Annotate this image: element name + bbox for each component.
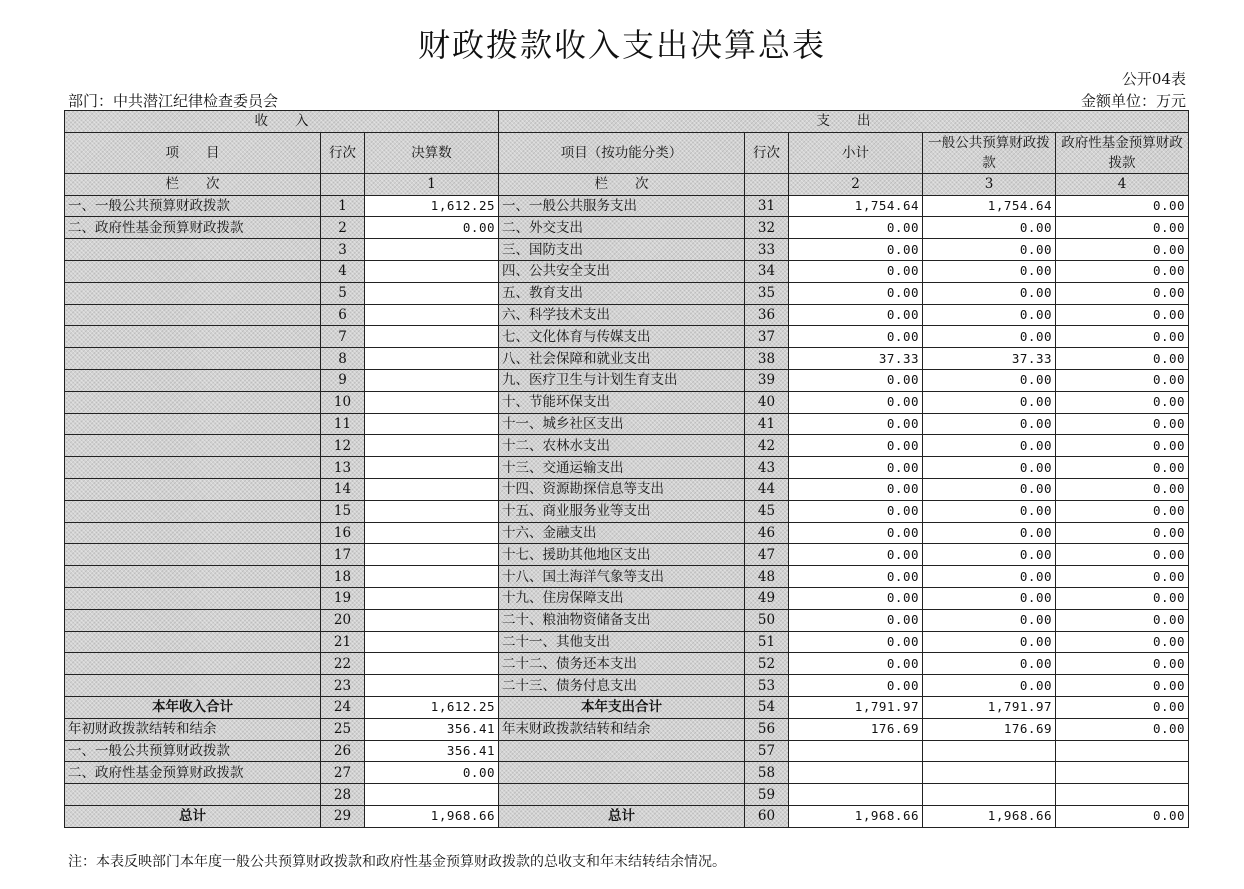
income-item-cell xyxy=(65,239,321,261)
general-budget-cell: 0.00 xyxy=(923,566,1056,588)
general-budget-cell: 176.69 xyxy=(923,718,1056,740)
general-budget-cell: 0.00 xyxy=(923,609,1056,631)
gov-fund-cell: 0.00 xyxy=(1056,653,1189,675)
income-amount-cell xyxy=(365,348,499,370)
expense-item-cell: 六、科学技术支出 xyxy=(499,304,745,326)
table-row xyxy=(65,587,1189,609)
subtotal-cell: 0.00 xyxy=(789,653,923,675)
income-amount-cell xyxy=(365,478,499,500)
table-row xyxy=(65,369,1189,391)
table-row xyxy=(65,784,1189,806)
table-row xyxy=(65,260,1189,282)
gov-fund-cell: 0.00 xyxy=(1056,457,1189,479)
gov-fund-cell: 0.00 xyxy=(1056,260,1189,282)
general-budget-cell: 0.00 xyxy=(923,260,1056,282)
income-item-cell xyxy=(65,609,321,631)
income-amount-cell xyxy=(365,653,499,675)
income-line-no-cell: 15 xyxy=(321,500,365,522)
expense-line-no-cell: 31 xyxy=(745,195,789,217)
expense-item-cell: 十一、城乡社区支出 xyxy=(499,413,745,435)
column-index-4: 4 xyxy=(1056,173,1189,195)
expense-line-no-cell: 34 xyxy=(745,260,789,282)
general-budget-cell: 0.00 xyxy=(923,239,1056,261)
table-row xyxy=(65,478,1189,500)
subtotal-cell: 0.00 xyxy=(789,391,923,413)
table-row xyxy=(65,435,1189,457)
expense-line-no-cell: 49 xyxy=(745,587,789,609)
income-item-cell xyxy=(65,326,321,348)
income-line-no-cell: 25 xyxy=(321,718,365,740)
gov-fund-cell: 0.00 xyxy=(1056,326,1189,348)
general-budget-cell: 0.00 xyxy=(923,326,1056,348)
income-amount-cell xyxy=(365,784,499,806)
income-amount-cell: 1,612.25 xyxy=(365,696,499,718)
gov-fund-cell: 0.00 xyxy=(1056,500,1189,522)
income-section-header: 收 入 xyxy=(65,111,499,133)
subtotal-cell: 1,754.64 xyxy=(789,195,923,217)
income-amount-cell: 0.00 xyxy=(365,217,499,239)
subtotal-cell: 0.00 xyxy=(789,413,923,435)
income-line-no-cell: 20 xyxy=(321,609,365,631)
gov-fund-cell xyxy=(1056,740,1189,762)
column-header-row xyxy=(65,132,1189,173)
subtotal-cell xyxy=(789,740,923,762)
general-budget-cell: 0.00 xyxy=(923,435,1056,457)
final-amount-header: 决算数 xyxy=(365,132,499,173)
expense-line-no-cell: 54 xyxy=(745,696,789,718)
income-amount-cell xyxy=(365,500,499,522)
general-budget-cell: 0.00 xyxy=(923,457,1056,479)
income-amount-cell xyxy=(365,239,499,261)
general-budget-cell: 1,791.97 xyxy=(923,696,1056,718)
general-budget-cell: 0.00 xyxy=(923,391,1056,413)
income-item-cell xyxy=(65,587,321,609)
income-amount-cell xyxy=(365,391,499,413)
income-amount-cell xyxy=(365,675,499,697)
table-row xyxy=(65,348,1189,370)
subtotal-cell: 0.00 xyxy=(789,500,923,522)
expense-item-cell: 年末财政拨款结转和结余 xyxy=(499,718,745,740)
table-row xyxy=(65,457,1189,479)
income-line-no-cell: 5 xyxy=(321,282,365,304)
table-row xyxy=(65,391,1189,413)
expense-line-no-cell: 35 xyxy=(745,282,789,304)
subtotal-cell: 0.00 xyxy=(789,260,923,282)
income-line-no-cell: 14 xyxy=(321,478,365,500)
income-item-cell: 本年收入合计 xyxy=(65,696,321,718)
column-row-label: 栏 次 xyxy=(65,173,321,195)
expense-line-no-cell: 59 xyxy=(745,784,789,806)
income-item-header: 项 目 xyxy=(65,132,321,173)
gov-fund-cell: 0.00 xyxy=(1056,566,1189,588)
income-item-cell xyxy=(65,304,321,326)
income-amount-cell xyxy=(365,457,499,479)
expense-line-no-cell: 41 xyxy=(745,413,789,435)
income-amount-cell xyxy=(365,304,499,326)
table-row xyxy=(65,544,1189,566)
general-budget-cell: 0.00 xyxy=(923,413,1056,435)
general-budget-cell: 0.00 xyxy=(923,304,1056,326)
income-amount-cell: 1,612.25 xyxy=(365,195,499,217)
income-item-cell xyxy=(65,457,321,479)
subtotal-cell: 0.00 xyxy=(789,478,923,500)
expense-line-no-cell: 38 xyxy=(745,348,789,370)
income-item-cell: 总计 xyxy=(65,805,321,827)
column-row-label-expense: 栏 次 xyxy=(499,173,745,195)
general-budget-cell: 0.00 xyxy=(923,631,1056,653)
subtotal-cell: 0.00 xyxy=(789,304,923,326)
income-line-no-cell: 13 xyxy=(321,457,365,479)
fiscal-appropriation-table xyxy=(64,110,1189,828)
gov-fund-cell: 0.00 xyxy=(1056,522,1189,544)
expense-line-no-cell: 47 xyxy=(745,544,789,566)
gov-fund-cell: 0.00 xyxy=(1056,675,1189,697)
general-budget-cell: 0.00 xyxy=(923,500,1056,522)
footnote: 注：本表反映部门本年度一般公共预算财政拨款和政府性基金预算财政拨款的总收支和年末结转结余情况。 xyxy=(68,854,726,870)
column-index-row xyxy=(65,173,1189,195)
table-row xyxy=(65,304,1189,326)
expense-item-cell: 二、外交支出 xyxy=(499,217,745,239)
general-budget-cell: 0.00 xyxy=(923,522,1056,544)
gov-fund-header: 政府性基金预算财政拨款 xyxy=(1056,132,1189,173)
table-row xyxy=(65,566,1189,588)
general-budget-cell: 0.00 xyxy=(923,478,1056,500)
income-amount-cell: 356.41 xyxy=(365,740,499,762)
gov-fund-cell: 0.00 xyxy=(1056,239,1189,261)
income-line-no-cell: 27 xyxy=(321,762,365,784)
general-budget-cell: 1,968.66 xyxy=(923,805,1056,827)
gov-fund-cell xyxy=(1056,762,1189,784)
general-budget-header: 一般公共预算财政拨款 xyxy=(923,132,1056,173)
expense-line-no-cell: 36 xyxy=(745,304,789,326)
income-amount-cell xyxy=(365,566,499,588)
gov-fund-cell: 0.00 xyxy=(1056,544,1189,566)
table-row xyxy=(65,326,1189,348)
income-amount-cell xyxy=(365,609,499,631)
expense-section-header: 支 出 xyxy=(499,111,1189,133)
subtotal-cell: 0.00 xyxy=(789,457,923,479)
expense-item-cell: 五、教育支出 xyxy=(499,282,745,304)
gov-fund-cell: 0.00 xyxy=(1056,369,1189,391)
subtotal-cell: 0.00 xyxy=(789,239,923,261)
income-amount-cell xyxy=(365,587,499,609)
general-budget-cell xyxy=(923,740,1056,762)
expense-item-cell: 一、一般公共服务支出 xyxy=(499,195,745,217)
income-line-no-cell: 16 xyxy=(321,522,365,544)
expense-line-no-cell: 39 xyxy=(745,369,789,391)
general-budget-cell: 0.00 xyxy=(923,653,1056,675)
expense-item-cell: 二十一、其他支出 xyxy=(499,631,745,653)
subtotal-cell: 0.00 xyxy=(789,587,923,609)
expense-item-cell: 十六、金融支出 xyxy=(499,522,745,544)
gov-fund-cell: 0.00 xyxy=(1056,587,1189,609)
income-item-cell xyxy=(65,566,321,588)
income-line-no-cell: 18 xyxy=(321,566,365,588)
expense-line-no-cell: 53 xyxy=(745,675,789,697)
income-line-no-cell: 29 xyxy=(321,805,365,827)
expense-item-cell: 二十、粮油物资储备支出 xyxy=(499,609,745,631)
subtotal-cell: 0.00 xyxy=(789,544,923,566)
income-amount-cell xyxy=(365,282,499,304)
income-item-cell xyxy=(65,675,321,697)
general-budget-cell: 1,754.64 xyxy=(923,195,1056,217)
expense-line-no-cell: 40 xyxy=(745,391,789,413)
general-budget-cell: 0.00 xyxy=(923,282,1056,304)
income-amount-cell xyxy=(365,369,499,391)
income-amount-cell xyxy=(365,260,499,282)
expense-item-cell: 十二、农林水支出 xyxy=(499,435,745,457)
subtotal-cell: 0.00 xyxy=(789,631,923,653)
income-item-cell xyxy=(65,282,321,304)
income-item-cell xyxy=(65,478,321,500)
income-amount-cell: 0.00 xyxy=(365,762,499,784)
income-amount-cell xyxy=(365,544,499,566)
gov-fund-cell: 0.00 xyxy=(1056,478,1189,500)
expense-item-cell xyxy=(499,740,745,762)
expense-line-no-cell: 60 xyxy=(745,805,789,827)
subtotal-cell: 0.00 xyxy=(789,282,923,304)
income-line-no-cell: 8 xyxy=(321,348,365,370)
expense-item-cell: 十七、援助其他地区支出 xyxy=(499,544,745,566)
expense-item-header: 项目（按功能分类） xyxy=(499,132,745,173)
income-line-no-header: 行次 xyxy=(321,132,365,173)
income-line-no-cell: 7 xyxy=(321,326,365,348)
expense-item-cell xyxy=(499,784,745,806)
income-item-cell xyxy=(65,369,321,391)
expense-line-no-header: 行次 xyxy=(745,132,789,173)
income-line-no-cell: 10 xyxy=(321,391,365,413)
subtotal-cell: 0.00 xyxy=(789,369,923,391)
section-header-row xyxy=(65,111,1189,133)
expense-item-cell: 二十二、债务还本支出 xyxy=(499,653,745,675)
gov-fund-cell: 0.00 xyxy=(1056,631,1189,653)
gov-fund-cell: 0.00 xyxy=(1056,435,1189,457)
income-line-no-cell: 23 xyxy=(321,675,365,697)
income-line-no-cell: 12 xyxy=(321,435,365,457)
column-index-3: 3 xyxy=(923,173,1056,195)
general-budget-cell: 0.00 xyxy=(923,587,1056,609)
gov-fund-cell: 0.00 xyxy=(1056,391,1189,413)
page-title: 财政拨款收入支出决算总表 xyxy=(417,26,826,64)
expense-line-no-cell: 43 xyxy=(745,457,789,479)
income-item-cell xyxy=(65,500,321,522)
empty-cell xyxy=(321,173,365,195)
table-row xyxy=(65,718,1189,740)
expense-line-no-cell: 44 xyxy=(745,478,789,500)
income-item-cell xyxy=(65,522,321,544)
table-row xyxy=(65,675,1189,697)
expense-item-cell: 七、文化体育与传媒支出 xyxy=(499,326,745,348)
income-item-cell xyxy=(65,435,321,457)
income-line-no-cell: 28 xyxy=(321,784,365,806)
expense-line-no-cell: 32 xyxy=(745,217,789,239)
income-line-no-cell: 17 xyxy=(321,544,365,566)
income-item-cell xyxy=(65,544,321,566)
subtotal-cell: 1,968.66 xyxy=(789,805,923,827)
table-row xyxy=(65,653,1189,675)
column-index-1: 1 xyxy=(365,173,499,195)
expense-line-no-cell: 45 xyxy=(745,500,789,522)
table-row xyxy=(65,522,1189,544)
expense-item-cell: 十三、交通运输支出 xyxy=(499,457,745,479)
gov-fund-cell: 0.00 xyxy=(1056,413,1189,435)
subtotal-cell: 0.00 xyxy=(789,217,923,239)
column-index-2: 2 xyxy=(789,173,923,195)
general-budget-cell: 37.33 xyxy=(923,348,1056,370)
income-amount-cell xyxy=(365,522,499,544)
income-line-no-cell: 6 xyxy=(321,304,365,326)
expense-line-no-cell: 33 xyxy=(745,239,789,261)
subtotal-cell: 1,791.97 xyxy=(789,696,923,718)
income-amount-cell xyxy=(365,413,499,435)
table-row xyxy=(65,413,1189,435)
income-amount-cell xyxy=(365,326,499,348)
gov-fund-cell xyxy=(1056,784,1189,806)
income-item-cell xyxy=(65,784,321,806)
table-row xyxy=(65,609,1189,631)
income-line-no-cell: 26 xyxy=(321,740,365,762)
subtotal-cell: 0.00 xyxy=(789,566,923,588)
subtotal-cell: 0.00 xyxy=(789,326,923,348)
income-amount-cell xyxy=(365,435,499,457)
gov-fund-cell: 0.00 xyxy=(1056,348,1189,370)
expense-item-cell: 四、公共安全支出 xyxy=(499,260,745,282)
table-row xyxy=(65,762,1189,784)
table-row xyxy=(65,631,1189,653)
expense-item-cell: 八、社会保障和就业支出 xyxy=(499,348,745,370)
department-label: 部门：中共潜江纪律检查委员会 xyxy=(68,92,279,110)
subtotal-cell: 0.00 xyxy=(789,675,923,697)
table-row xyxy=(65,217,1189,239)
expense-line-no-cell: 50 xyxy=(745,609,789,631)
table-row xyxy=(65,195,1189,217)
expense-line-no-cell: 51 xyxy=(745,631,789,653)
general-budget-cell xyxy=(923,762,1056,784)
amount-unit-label: 金额单位：万元 xyxy=(1080,92,1186,110)
table-row xyxy=(65,239,1189,261)
income-item-cell xyxy=(65,348,321,370)
expense-item-cell: 十四、资源勘探信息等支出 xyxy=(499,478,745,500)
income-item-cell: 一、一般公共预算财政拨款 xyxy=(65,195,321,217)
income-line-no-cell: 21 xyxy=(321,631,365,653)
income-line-no-cell: 2 xyxy=(321,217,365,239)
form-number: 公开04表 xyxy=(1121,70,1186,88)
income-item-cell xyxy=(65,391,321,413)
expense-line-no-cell: 58 xyxy=(745,762,789,784)
income-line-no-cell: 4 xyxy=(321,260,365,282)
gov-fund-cell: 0.00 xyxy=(1056,805,1189,827)
income-item-cell: 二、政府性基金预算财政拨款 xyxy=(65,762,321,784)
income-amount-cell xyxy=(365,631,499,653)
subtotal-cell: 0.00 xyxy=(789,609,923,631)
income-line-no-cell: 1 xyxy=(321,195,365,217)
subtotal-cell xyxy=(789,762,923,784)
expense-line-no-cell: 42 xyxy=(745,435,789,457)
gov-fund-cell: 0.00 xyxy=(1056,696,1189,718)
expense-item-cell: 二十三、债务付息支出 xyxy=(499,675,745,697)
expense-item-cell: 十、节能环保支出 xyxy=(499,391,745,413)
gov-fund-cell: 0.00 xyxy=(1056,195,1189,217)
table-row xyxy=(65,282,1189,304)
income-line-no-cell: 22 xyxy=(321,653,365,675)
income-amount-cell: 1,968.66 xyxy=(365,805,499,827)
general-budget-cell xyxy=(923,784,1056,806)
expense-line-no-cell: 37 xyxy=(745,326,789,348)
gov-fund-cell: 0.00 xyxy=(1056,718,1189,740)
income-line-no-cell: 3 xyxy=(321,239,365,261)
expense-line-no-cell: 46 xyxy=(745,522,789,544)
subtotal-cell: 0.00 xyxy=(789,435,923,457)
income-item-cell xyxy=(65,653,321,675)
subtotal-cell: 0.00 xyxy=(789,522,923,544)
income-amount-cell: 356.41 xyxy=(365,718,499,740)
general-budget-cell: 0.00 xyxy=(923,217,1056,239)
expense-line-no-cell: 56 xyxy=(745,718,789,740)
income-line-no-cell: 19 xyxy=(321,587,365,609)
income-line-no-cell: 11 xyxy=(321,413,365,435)
table-row xyxy=(65,500,1189,522)
income-line-no-cell: 24 xyxy=(321,696,365,718)
subtotal-header: 小计 xyxy=(789,132,923,173)
table-row xyxy=(65,740,1189,762)
subtotal-cell: 37.33 xyxy=(789,348,923,370)
table-row xyxy=(65,696,1189,718)
general-budget-cell: 0.00 xyxy=(923,544,1056,566)
subtotal-cell xyxy=(789,784,923,806)
expense-item-cell: 十八、国土海洋气象等支出 xyxy=(499,566,745,588)
income-item-cell: 年初财政拨款结转和结余 xyxy=(65,718,321,740)
income-item-cell: 二、政府性基金预算财政拨款 xyxy=(65,217,321,239)
expense-item-cell: 三、国防支出 xyxy=(499,239,745,261)
expense-item-cell: 十九、住房保障支出 xyxy=(499,587,745,609)
subtotal-cell: 176.69 xyxy=(789,718,923,740)
general-budget-cell: 0.00 xyxy=(923,675,1056,697)
expense-line-no-cell: 48 xyxy=(745,566,789,588)
expense-item-cell: 九、医疗卫生与计划生育支出 xyxy=(499,369,745,391)
gov-fund-cell: 0.00 xyxy=(1056,282,1189,304)
table-row xyxy=(65,805,1189,827)
income-item-cell xyxy=(65,413,321,435)
expense-item-cell: 十五、商业服务业等支出 xyxy=(499,500,745,522)
income-item-cell xyxy=(65,260,321,282)
expense-line-no-cell: 57 xyxy=(745,740,789,762)
gov-fund-cell: 0.00 xyxy=(1056,217,1189,239)
gov-fund-cell: 0.00 xyxy=(1056,609,1189,631)
empty-cell xyxy=(745,173,789,195)
general-budget-cell: 0.00 xyxy=(923,369,1056,391)
expense-item-cell: 本年支出合计 xyxy=(499,696,745,718)
income-item-cell: 一、一般公共预算财政拨款 xyxy=(65,740,321,762)
income-item-cell xyxy=(65,631,321,653)
expense-item-cell: 总计 xyxy=(499,805,745,827)
gov-fund-cell: 0.00 xyxy=(1056,304,1189,326)
expense-item-cell xyxy=(499,762,745,784)
expense-line-no-cell: 52 xyxy=(745,653,789,675)
income-line-no-cell: 9 xyxy=(321,369,365,391)
